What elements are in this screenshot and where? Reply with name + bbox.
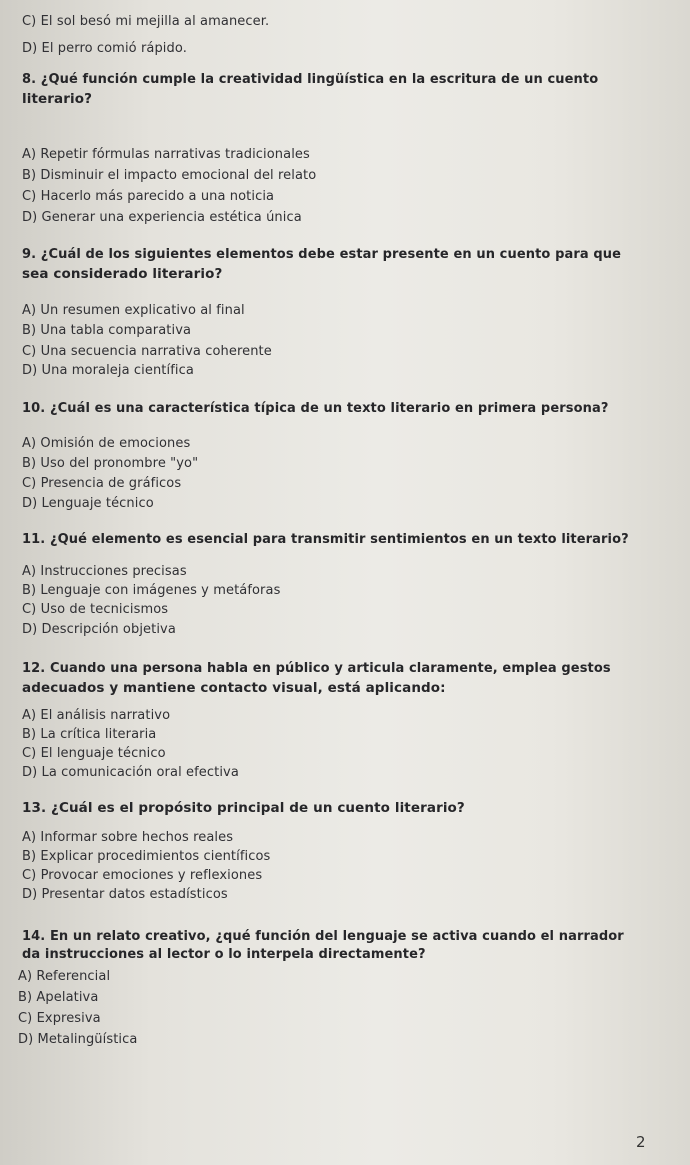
answer-option: B) Lenguaje con imágenes y metáforas — [22, 583, 281, 598]
question-text: 10. ¿Cuál es una característica típica de un texto literario en primera persona? — [22, 401, 609, 416]
answer-option: C) El lenguaje técnico — [22, 746, 166, 761]
question-text: 11. ¿Qué elemento es esencial para transmitir sentimientos en un texto literario? — [22, 532, 629, 547]
answer-option: D) La comunicación oral efectiva — [22, 765, 239, 780]
question-text: 8. ¿Qué función cumple la creatividad lingüística en la escritura de un cuento — [22, 72, 599, 87]
answer-option: C) Una secuencia narrativa coherente — [22, 344, 272, 359]
question-text: adecuados y mantiene contacto visual, está aplicando: — [22, 680, 446, 696]
question-text: sea considerado literario? — [22, 266, 223, 282]
answer-option: B) La crítica literaria — [22, 727, 157, 742]
answer-option: A) Repetir fórmulas narrativas tradicionales — [22, 147, 310, 162]
question-text: 9. ¿Cuál de los siguientes elementos debe estar presente en un cuento para que — [22, 247, 622, 262]
page-number: 2 — [636, 1133, 646, 1151]
answer-option: D) Lenguaje técnico — [22, 496, 154, 511]
question-text: 14. En un relato creativo, ¿qué función del lenguaje se activa cuando el narrador — [22, 929, 624, 944]
answer-option: D) Descripción objetiva — [22, 622, 176, 637]
answer-option: A) Informar sobre hechos reales — [22, 830, 234, 845]
answer-option: C) Uso de tecnicismos — [22, 602, 169, 617]
answer-option: C) Presencia de gráficos — [22, 476, 182, 491]
answer-option: D) Metalingüística — [18, 1032, 138, 1047]
answer-option: A) Referencial — [18, 969, 111, 984]
answer-option: D) Una moraleja científica — [22, 363, 194, 378]
question-text: 13. ¿Cuál es el propósito principal de un cuento literario? — [22, 800, 465, 816]
question-text: da instrucciones al lector o lo interpela directamente? — [22, 947, 426, 962]
answer-option: D) El perro comió rápido. — [22, 41, 187, 56]
answer-option: B) Apelativa — [18, 990, 99, 1005]
answer-option: B) Disminuir el impacto emocional del relato — [22, 168, 317, 183]
answer-option: C) Provocar emociones y reflexiones — [22, 868, 263, 883]
answer-option: B) Uso del pronombre "yo" — [22, 456, 199, 471]
answer-option: C) El sol besó mi mejilla al amanecer. — [22, 14, 270, 29]
answer-option: C) Hacerlo más parecido a una noticia — [22, 189, 275, 204]
answer-option: A) Omisión de emociones — [22, 436, 191, 451]
answer-option: A) El análisis narrativo — [22, 708, 171, 723]
question-text: 12. Cuando una persona habla en público y articula claramente, emplea gestos — [22, 661, 611, 676]
answer-option: D) Generar una experiencia estética única — [22, 210, 302, 225]
answer-option: A) Un resumen explicativo al final — [22, 303, 245, 318]
answer-option: B) Explicar procedimientos científicos — [22, 849, 271, 864]
answer-option: A) Instrucciones precisas — [22, 564, 187, 579]
answer-option: D) Presentar datos estadísticos — [22, 887, 228, 902]
answer-option: C) Expresiva — [18, 1011, 101, 1026]
answer-option: B) Una tabla comparativa — [22, 323, 192, 338]
question-text: literario? — [22, 91, 93, 107]
